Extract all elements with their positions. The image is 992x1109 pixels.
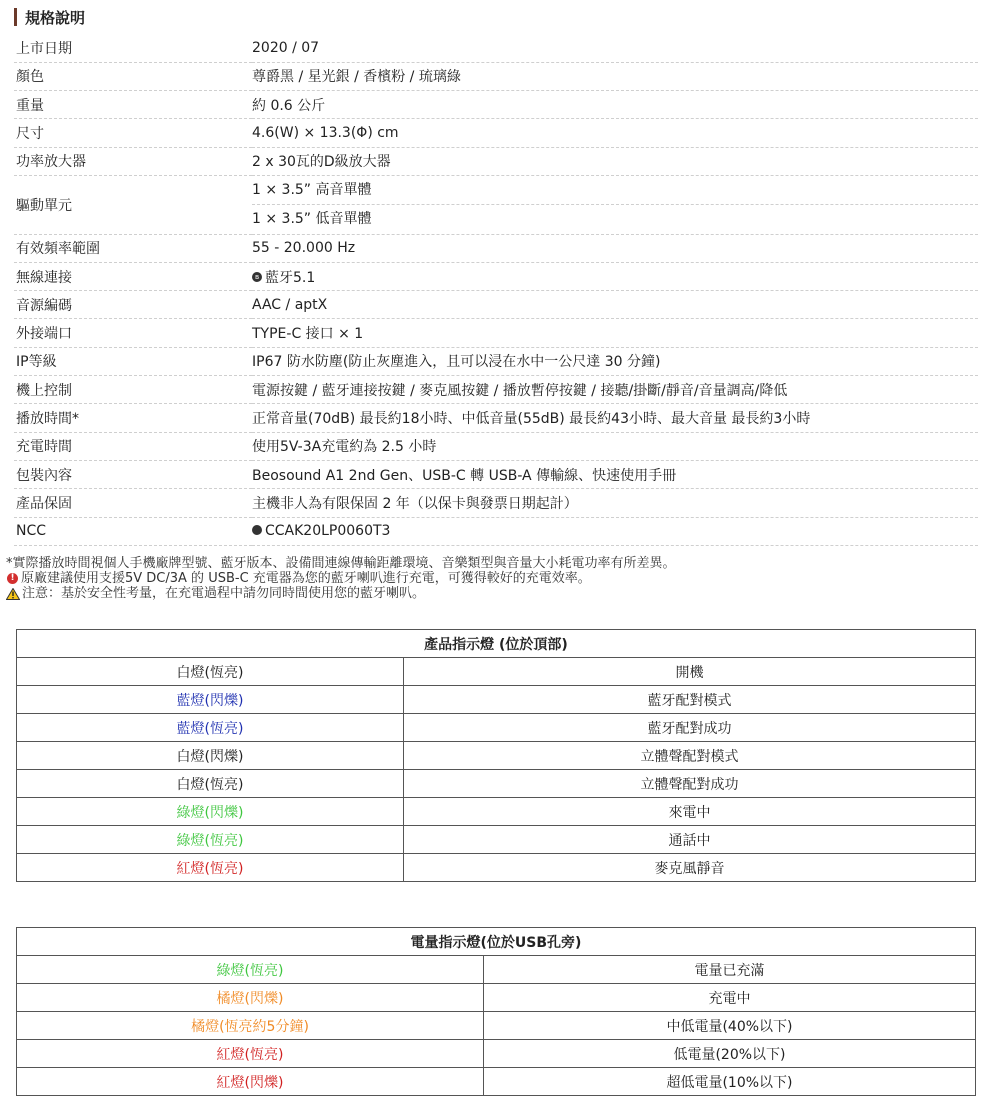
spec-label: 外接端口	[14, 319, 252, 347]
spec-row	[14, 291, 978, 319]
note-safety-warning: 注意：基於安全性考量，在充電過程中請勿同時間使用您的藍牙喇叭。	[6, 586, 976, 601]
indicator-row	[17, 826, 976, 854]
indicator-row	[17, 658, 976, 686]
spec-value	[252, 34, 978, 62]
spec-row	[14, 62, 978, 90]
spec-row	[14, 460, 978, 488]
indicator-light-state: 紅燈(恆亮)	[17, 1040, 484, 1068]
spec-value	[252, 175, 978, 234]
spec-value-line	[252, 380, 978, 400]
indicator-meaning: 麥克風靜音	[404, 854, 976, 882]
indicator-row	[17, 714, 976, 742]
note-charger-recommendation: ! 原廠建議使用支援5V DC/3A 的 USB-C 充電器為您的藍牙喇叭進行充電，可獲得較好的充電效率。	[6, 571, 976, 586]
indicator-meaning: 來電中	[404, 798, 976, 826]
spec-row	[14, 489, 978, 517]
spec-label: 功率放大器	[14, 147, 252, 175]
spec-row	[14, 262, 978, 290]
indicator-meaning: 開機	[404, 658, 976, 686]
indicator-meaning: 超低電量(10%以下)	[484, 1068, 976, 1096]
indicator-row	[17, 742, 976, 770]
spec-value	[252, 234, 978, 262]
spec-value-line	[252, 125, 978, 141]
warning-triangle-icon	[6, 588, 20, 600]
spec-value-text: AAC / aptX	[252, 296, 328, 313]
spec-value-line	[252, 436, 978, 456]
spec-row	[14, 34, 978, 62]
spec-value-line	[252, 66, 978, 86]
alert-icon: !	[7, 573, 18, 584]
spec-value-text: 1 × 3.5” 高音單體	[252, 181, 372, 198]
product-indicator-table	[16, 629, 976, 882]
spec-row	[14, 432, 978, 460]
indicator-meaning: 電量已充滿	[484, 956, 976, 984]
spec-value-line	[252, 240, 978, 256]
spec-value	[252, 62, 978, 90]
spec-label: 尺寸	[14, 119, 252, 147]
spec-label: 音源編碼	[14, 291, 252, 319]
indicator-meaning: 立體聲配對成功	[404, 770, 976, 798]
spec-value	[252, 376, 978, 404]
spec-value-line	[252, 408, 978, 428]
indicator-meaning: 中低電量(40%以下)	[484, 1012, 976, 1040]
spec-label: 充電時間	[14, 432, 252, 460]
spec-value-line	[252, 523, 978, 539]
spec-value-text: 電源按鍵 / 藍牙連接按鍵 / 麥克風按鍵 / 播放暫停按鍵 / 接聽/掛斷/靜音/音量調高/降低	[252, 382, 788, 399]
spec-value-line	[252, 95, 978, 115]
spec-row	[14, 147, 978, 175]
spec-row	[14, 91, 978, 119]
indicator-light-state: 藍燈(恆亮)	[17, 714, 404, 742]
indicator-light-state: 綠燈(恆亮)	[17, 956, 484, 984]
spec-value-text: 1 × 3.5” 低音單體	[252, 211, 372, 228]
spec-value-line	[252, 297, 978, 313]
indicator-meaning: 通話中	[404, 826, 976, 854]
indicator-light-state: 藍燈(閃爍)	[17, 686, 404, 714]
indicator-row	[17, 1040, 976, 1068]
indicator-row	[17, 984, 976, 1012]
spec-row	[14, 404, 978, 432]
indicator-meaning: 立體聲配對模式	[404, 742, 976, 770]
spec-value-text: 4.6(W) × 13.3(Φ) cm	[252, 125, 399, 142]
spec-value-line	[252, 323, 978, 343]
spec-label: 機上控制	[14, 376, 252, 404]
spec-value	[252, 489, 978, 517]
spec-row	[14, 347, 978, 375]
spec-value-text: Beosound A1 2nd Gen、USB-C 轉 USB-A 傳輸線、快速使用手冊	[252, 467, 677, 484]
bluetooth-icon: ʙ	[252, 272, 262, 282]
spec-label: NCC	[14, 517, 252, 545]
spec-value	[252, 404, 978, 432]
indicator-row	[17, 798, 976, 826]
spec-value	[252, 91, 978, 119]
indicator-light-state: 橘燈(閃爍)	[17, 984, 484, 1012]
spec-label: 產品保固	[14, 489, 252, 517]
spec-value-line	[252, 493, 978, 513]
spec-label: 包裝內容	[14, 460, 252, 488]
spec-section-header	[14, 6, 85, 28]
spec-value	[252, 432, 978, 460]
spec-row	[14, 517, 978, 545]
indicator-row	[17, 956, 976, 984]
spec-row	[14, 175, 978, 234]
spec-label: 驅動單元	[14, 175, 252, 234]
indicator-light-state: 白燈(恆亮)	[17, 658, 404, 686]
spec-label: 顏色	[14, 62, 252, 90]
indicator-row	[17, 1068, 976, 1096]
battery-indicator-title: 電量指示燈(位於USB孔旁)	[17, 928, 976, 956]
spec-label: IP等級	[14, 347, 252, 375]
note-battery-disclaimer: *實際播放時間視個人手機廠牌型號、藍牙版本、設備間連線傳輸距離環境、音樂類型與音量大小耗電功率有所差異。	[6, 556, 676, 571]
spec-label: 重量	[14, 91, 252, 119]
ncc-icon	[252, 525, 262, 535]
indicator-meaning: 藍牙配對成功	[404, 714, 976, 742]
notes	[6, 556, 976, 601]
indicator-light-state: 綠燈(恆亮)	[17, 826, 404, 854]
spec-value	[252, 319, 978, 347]
product-indicator-title: 產品指示燈 (位於頂部)	[17, 630, 976, 658]
spec-value-text: 約 0.6 公斤	[252, 97, 326, 114]
indicator-meaning: 藍牙配對模式	[404, 686, 976, 714]
spec-label: 播放時間*	[14, 404, 252, 432]
header-accent-bar	[14, 8, 17, 26]
spec-value	[252, 291, 978, 319]
spec-section-title: 規格說明	[25, 8, 86, 27]
indicator-light-state: 綠燈(閃爍)	[17, 798, 404, 826]
spec-value-line	[252, 351, 978, 371]
indicator-light-state: 紅燈(恆亮)	[17, 854, 404, 882]
spec-value-text: 2020 / 07	[252, 39, 320, 56]
spec-value-text: IP67 防水防塵(防止灰塵進入，且可以浸在水中一公尺達 30 分鐘)	[252, 354, 661, 371]
indicator-row	[17, 854, 976, 882]
battery-indicator-table	[16, 927, 976, 1096]
indicator-light-state: 紅燈(閃爍)	[17, 1068, 484, 1096]
spec-label: 有效頻率範圍	[14, 234, 252, 262]
spec-value	[252, 460, 978, 488]
indicator-light-state: 橘燈(恆亮約5分鐘)	[17, 1012, 484, 1040]
spec-row	[14, 319, 978, 347]
indicator-light-state: 白燈(恆亮)	[17, 770, 404, 798]
spec-value	[252, 119, 978, 147]
spec-value-line	[252, 267, 978, 287]
spec-value-line	[252, 40, 978, 56]
spec-value-line	[252, 465, 978, 485]
indicator-meaning: 充電中	[484, 984, 976, 1012]
spec-value	[252, 147, 978, 175]
spec-value	[252, 262, 978, 290]
spec-value-text: 正常音量(70dB) 最長約18小時、中低音量(55dB) 最長約43小時、最大音量 最長約3小時	[252, 411, 811, 427]
indicator-row	[17, 1012, 976, 1040]
indicator-row	[17, 770, 976, 798]
spec-table	[14, 34, 978, 546]
spec-row	[14, 234, 978, 262]
spec-value-text: 尊爵黑 / 星光銀 / 香檳粉 / 琉璃綠	[252, 69, 461, 86]
spec-label: 無線連接	[14, 262, 252, 290]
spec-value-text: TYPE-C 接口 × 1	[252, 326, 364, 343]
spec-value-text: 藍牙5.1	[265, 269, 316, 286]
spec-value-text: 使用5V-3A充電約為 2.5 小時	[252, 439, 437, 456]
spec-value-text: 2 x 30瓦的D級放大器	[252, 154, 391, 171]
spec-row	[14, 376, 978, 404]
spec-label: 上市日期	[14, 34, 252, 62]
spec-value	[252, 347, 978, 375]
spec-row	[14, 119, 978, 147]
spec-value-line	[252, 204, 978, 233]
spec-value-line	[252, 176, 978, 204]
indicator-row	[17, 686, 976, 714]
spec-value-text: CCAK20LP0060T3	[265, 523, 391, 540]
spec-value	[252, 517, 978, 545]
indicator-meaning: 低電量(20%以下)	[484, 1040, 976, 1068]
spec-value-line	[252, 151, 978, 171]
indicator-light-state: 白燈(閃爍)	[17, 742, 404, 770]
spec-value-text: 主機非人為有限保固 2 年（以保卡與發票日期起計）	[252, 495, 578, 512]
spec-value-text: 55 - 20.000 Hz	[252, 240, 356, 257]
